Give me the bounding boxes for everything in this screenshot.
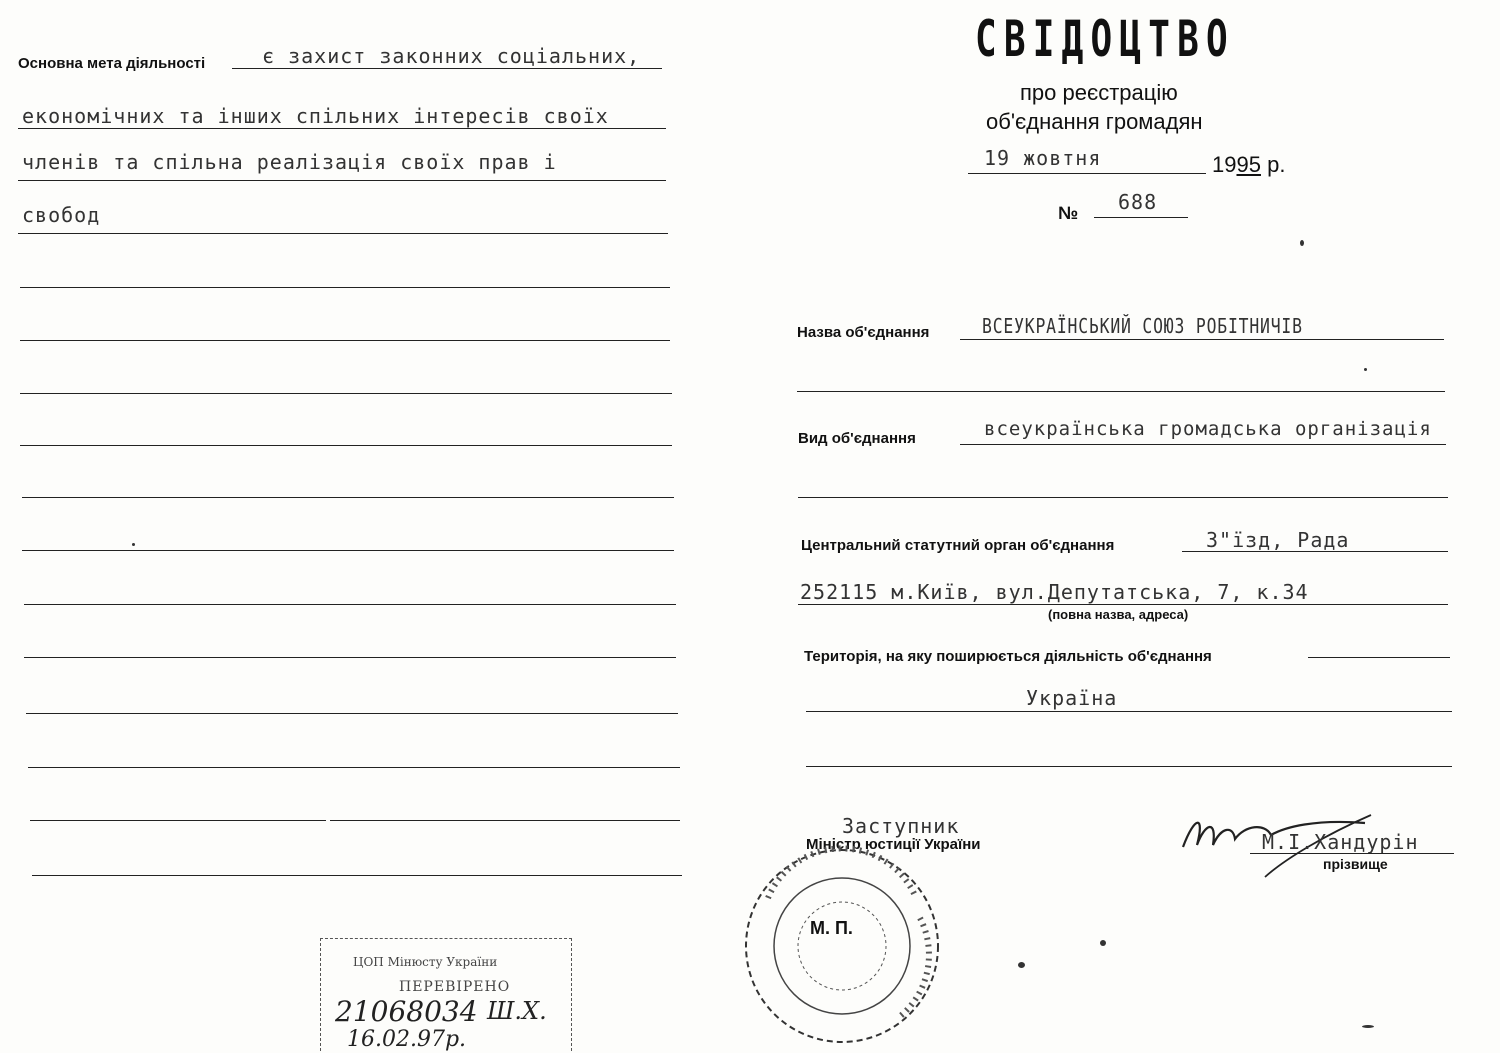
form-line <box>232 68 662 69</box>
stamp-initials: Ш.Х. <box>487 997 547 1025</box>
form-line <box>24 604 676 605</box>
form-line <box>22 550 674 551</box>
signer-name: М.І.Хандурін <box>1262 830 1419 854</box>
purpose-line-1: є захист законних соціальних, <box>262 44 641 68</box>
surname-caption: прізвище <box>1323 856 1388 872</box>
stamp-header: ЦОП Мінюсту України <box>353 955 498 969</box>
year-suffix: 95 <box>1236 152 1261 177</box>
central-body-value: З"їзд, Рада <box>1206 528 1350 552</box>
signer-role: Міністр юстиції України <box>806 836 981 853</box>
form-line <box>798 604 1448 605</box>
central-body-label: Центральний статутний орган об'єднання <box>801 537 1115 554</box>
signer-title: Заступник <box>842 814 960 838</box>
scan-speck <box>132 543 135 546</box>
association-name: ВСЕУКРАЇНСЬКИЙ СОЮЗ РОБІТНИЧІВ <box>982 314 1303 338</box>
seal-label: М. П. <box>810 918 853 938</box>
form-line <box>968 173 1206 174</box>
stamp-verified: ПЕРЕВІРЕНО <box>399 979 511 995</box>
certificate-subtitle-2: об'єднання громадян <box>986 109 1203 134</box>
form-line <box>960 444 1446 445</box>
stamp-number: 21068034 <box>335 995 478 1028</box>
form-line <box>806 711 1452 712</box>
form-line <box>18 233 668 234</box>
certificate-title: СВІДОЦТВО <box>975 10 1235 68</box>
purpose-label: Основна мета діяльності <box>18 55 206 72</box>
form-line <box>18 180 666 181</box>
association-type: всеукраїнська громадська організація <box>984 418 1432 440</box>
form-line <box>18 128 666 129</box>
form-line <box>1250 853 1454 854</box>
form-line <box>960 339 1444 340</box>
scan-speck <box>1300 240 1304 246</box>
scan-speck <box>1362 1025 1374 1028</box>
form-line <box>798 497 1448 498</box>
address-value: 252115 м.Київ, вул.Депутатська, 7, к.34 <box>800 580 1309 604</box>
form-line <box>797 391 1445 392</box>
form-line <box>26 713 678 714</box>
form-line <box>24 657 676 658</box>
name-label: Назва об'єднання <box>797 324 930 341</box>
year-prefix: 19 <box>1212 152 1237 177</box>
certificate-subtitle-1: про реєстрацію <box>1020 80 1178 105</box>
verification-stamp <box>320 938 572 1051</box>
type-label: Вид об'єднання <box>798 430 916 447</box>
scan-speck <box>1100 940 1106 946</box>
form-line <box>1308 657 1450 658</box>
number-label: № <box>1058 203 1079 223</box>
form-line <box>806 766 1452 767</box>
registration-date: 19 жовтня <box>984 146 1102 170</box>
form-line <box>1094 217 1188 218</box>
registration-number: 688 <box>1118 190 1158 214</box>
form-line <box>20 340 670 341</box>
address-caption: (повна назва, адреса) <box>1048 607 1189 622</box>
scan-speck <box>1364 368 1367 371</box>
form-line <box>32 875 682 876</box>
form-line <box>20 287 670 288</box>
purpose-line-2: економічних та інших спільних інтересів своїх <box>22 104 609 128</box>
territory-value: Україна <box>1026 686 1118 710</box>
form-line <box>1182 551 1448 552</box>
form-line <box>20 445 672 446</box>
registration-year <box>1212 152 1285 178</box>
form-line <box>30 820 326 821</box>
territory-label: Територія, на яку поширюється діяльність об'єднання <box>804 648 1212 665</box>
year-unit: р. <box>1267 152 1286 177</box>
stamp-date: 16.02.97р. <box>347 1027 467 1052</box>
form-line <box>330 820 680 821</box>
form-line <box>28 767 680 768</box>
scan-speck <box>1018 962 1025 968</box>
official-seal <box>738 838 944 1050</box>
purpose-line-3: членів та спільна реалізація своїх прав і <box>22 150 557 174</box>
form-line <box>20 393 672 394</box>
form-line <box>22 497 674 498</box>
purpose-line-4: свобод <box>22 203 101 227</box>
